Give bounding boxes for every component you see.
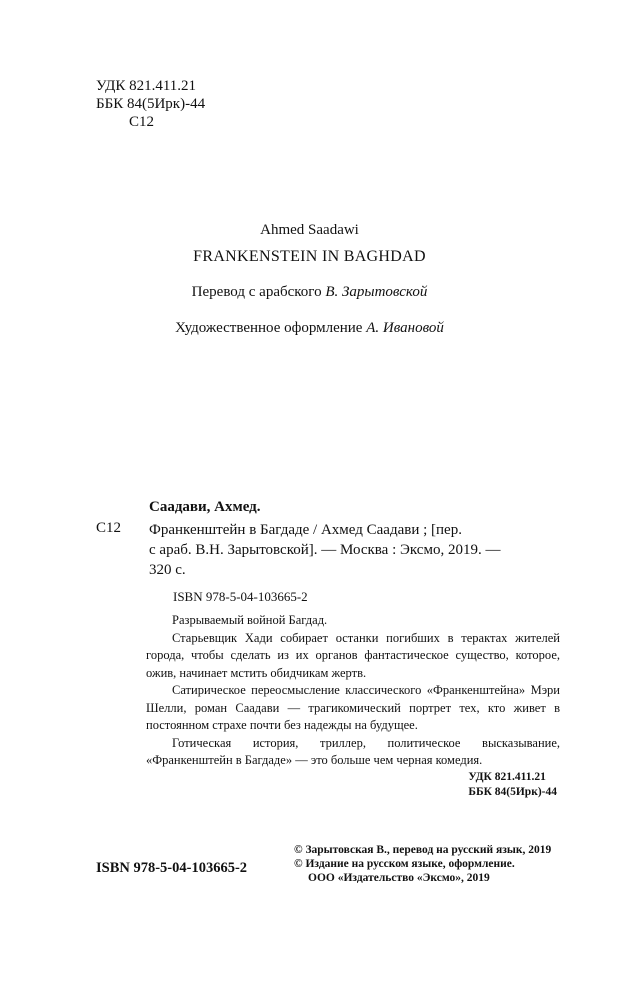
copyright-publisher: ООО «Издательство «Эксмо», 2019 (308, 872, 490, 884)
annotation-paragraph-4: Готическая история, триллер, политическое высказывание, «Франкенштейн в Багдаде» — это больше чем черная комедия. (146, 735, 560, 767)
bib-isbn: ISBN 978-5-04-103665-2 (173, 589, 308, 604)
udk-code: УДК 821.411.21 (96, 78, 197, 94)
translation-credit (0, 284, 619, 301)
copyright-edition: © Издание на русском языке, оформление. (294, 858, 515, 870)
designer-name: А. Ивановой (366, 320, 444, 336)
copyright-block (294, 843, 551, 885)
author-mark: С12 (129, 114, 155, 130)
copyright-translation: © Зарытовская В., перевод на русский язык, 2019 (294, 844, 552, 856)
annotation (146, 612, 560, 770)
bib-line-1: Франкенштейн в Багдаде / Ахмед Саадави ; [пер. (149, 522, 462, 538)
author-latin: Ahmed Saadawi (260, 222, 359, 238)
classification-codes-right (468, 770, 557, 800)
classification-block (96, 77, 205, 131)
isbn-bottom: ISBN 978-5-04-103665-2 (96, 860, 248, 876)
bbk-code-right: ББК 84(5Ирк)-44 (468, 786, 557, 798)
bib-line-2: с араб. В.Н. Зарытовской]. — Москва : Эксмо, 2019. — (149, 542, 501, 558)
annotation-paragraph-1: Разрываемый войной Багдад. (172, 613, 328, 627)
bib-author-mark: С12 (96, 520, 122, 536)
bib-description (149, 520, 549, 580)
bib-author-heading: Саадави, Ахмед. (149, 499, 261, 515)
title-latin: FRANKENSTEIN IN BAGHDAD (193, 248, 426, 265)
design-credit (0, 320, 619, 337)
bib-line-3: 320 с. (149, 562, 186, 578)
udk-code-right: УДК 821.411.21 (468, 771, 546, 783)
design-prefix: Художественное оформление (175, 320, 367, 336)
annotation-paragraph-3: Сатирическое переосмысление классического «Франкенштейна» Мэри Шелли, роман Саадави — трагикомический портрет тех, кто живет в постоянном страхе почти без надежды на будущее. (146, 683, 560, 732)
bbk-code: ББК 84(5Ирк)-44 (96, 96, 206, 112)
translation-prefix: Перевод с арабского (191, 284, 326, 300)
translator-name: В. Зарытовской (325, 284, 428, 300)
annotation-paragraph-2: Старьевщик Хади собирает останки погибших в терактах жителей города, чтобы сделать из их органов фантастическое существо, которое, ожив, начинает мстить обидчикам жертв. (146, 630, 560, 680)
